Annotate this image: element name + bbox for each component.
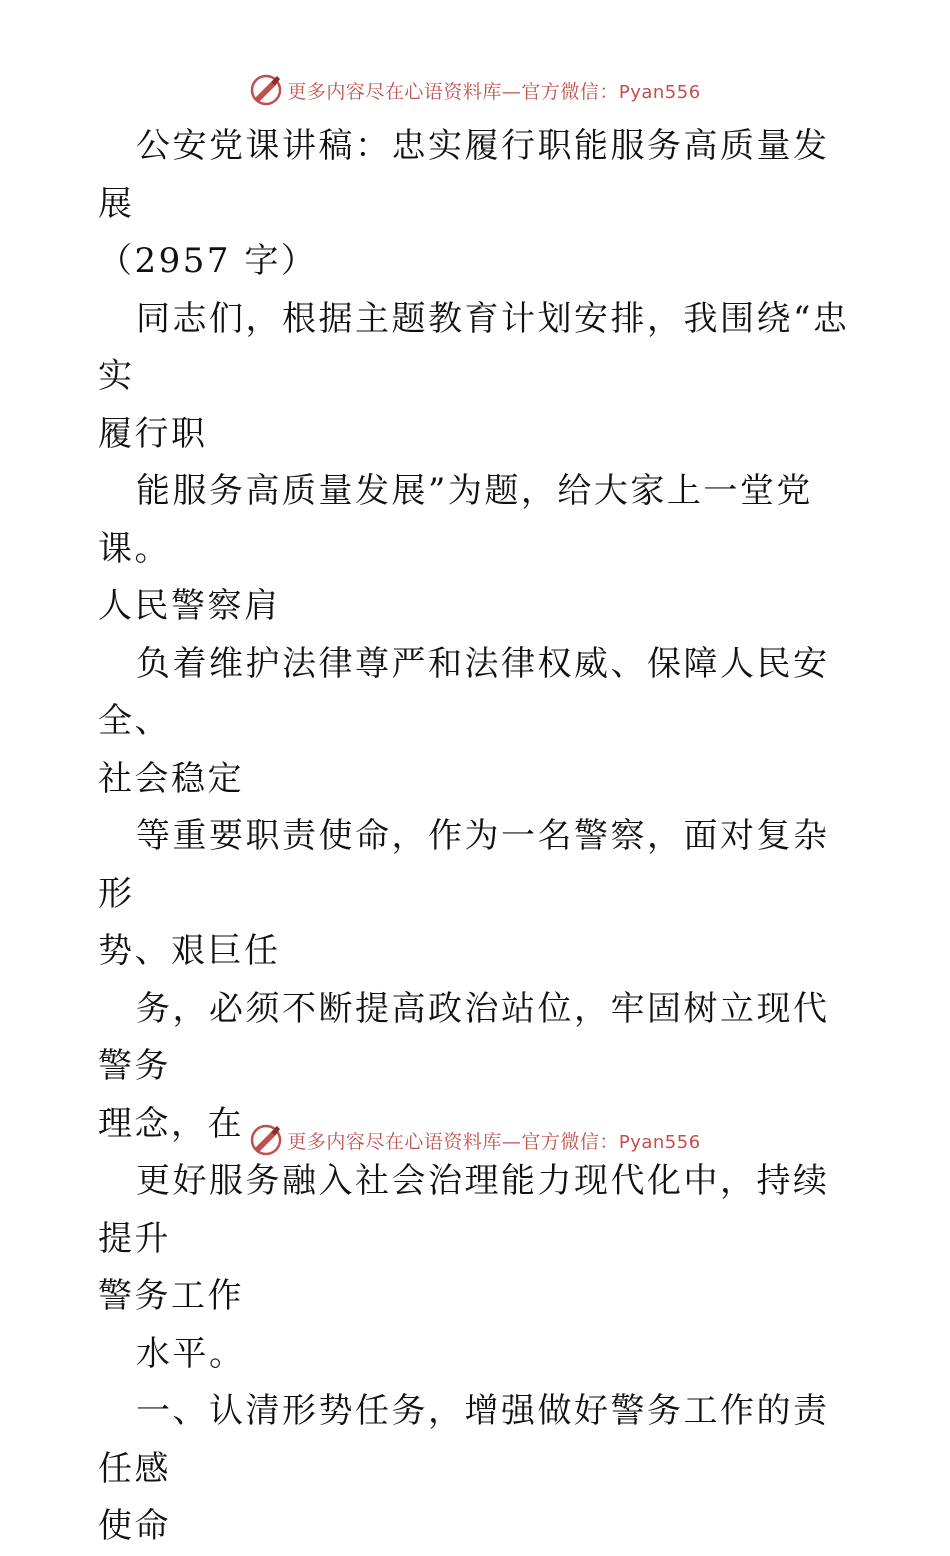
- body-line: 水平。: [136, 1333, 246, 1374]
- body-line: 更好服务融入社会治理能力现代化中，持续提升: [98, 1161, 830, 1259]
- section-heading-line: 使命: [98, 1506, 171, 1546]
- body-line: 同志们，根据主题教育计划安排，我围绕“忠实: [98, 298, 850, 396]
- body-line: 履行职: [98, 413, 208, 454]
- watermark-text: [287, 77, 700, 104]
- header-watermark: [0, 70, 950, 110]
- watermark-text: [287, 1127, 700, 1154]
- body-line: 能服务高质量发展”为题，给大家上一堂党课。: [98, 471, 813, 569]
- title-line: 公安党课讲稿：忠实履行职能服务高质量发展: [98, 126, 830, 224]
- body-line: 人民警察肩: [98, 586, 281, 626]
- watermark-wechat-id: Pyan556: [618, 1131, 701, 1153]
- watermark-label: 更多内容尽在心语资料库—官方微信：: [287, 80, 619, 103]
- watermark-label: 更多内容尽在心语资料库—官方微信：: [287, 1130, 619, 1153]
- body-line: 等重要职责使命，作为一名警察，面对复杂形: [98, 816, 830, 914]
- body-line: 务，必须不断提高政治站位，牢固树立现代警务: [98, 988, 830, 1086]
- document-body: [98, 118, 858, 1556]
- red-pen-circle-logo: [249, 1123, 283, 1157]
- red-pen-circle-logo: [249, 73, 283, 107]
- word-count-line: （2957 字）: [98, 241, 318, 281]
- body-line: 社会稳定: [98, 758, 244, 799]
- section-heading-line: 一、认清形势任务，增强做好警务工作的责任感: [98, 1391, 830, 1489]
- body-line: 理念，在: [98, 1103, 244, 1144]
- body-line: 警务工作: [98, 1276, 244, 1316]
- body-line: 势、艰巨任: [98, 931, 281, 971]
- footer-watermark: [0, 1120, 950, 1160]
- watermark-wechat-id: Pyan556: [618, 81, 701, 103]
- body-line: 负着维护法律尊严和法律权威、保障人民安全、: [98, 643, 830, 741]
